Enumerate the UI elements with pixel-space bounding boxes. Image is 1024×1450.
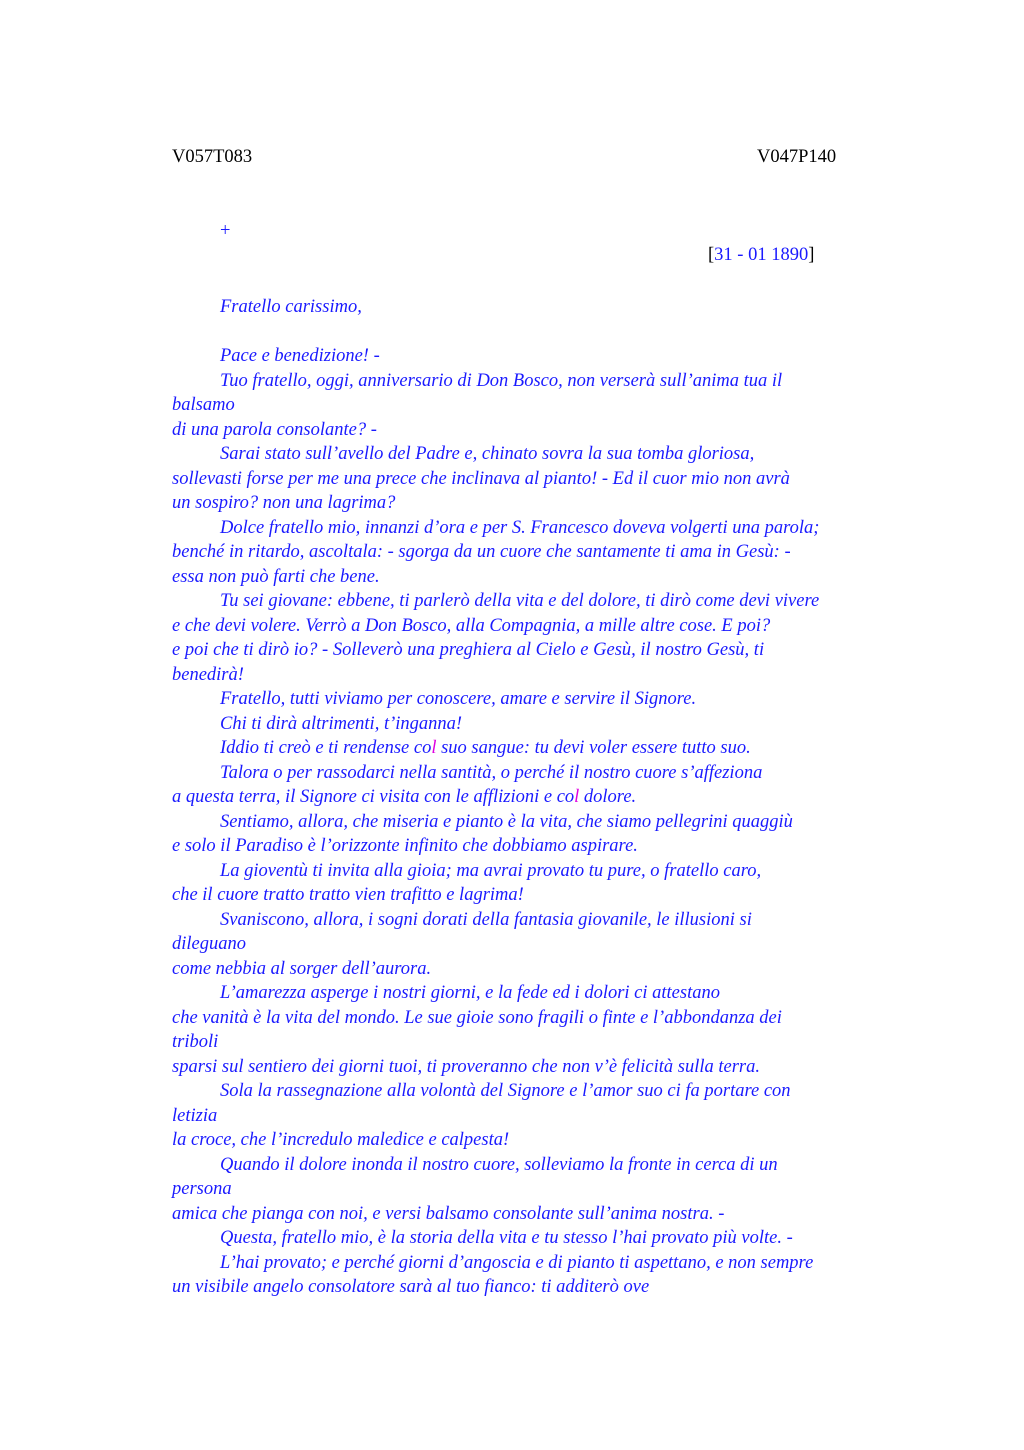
letter-line: un visibile angelo consolatore sarà al tuo fianco: ti additerò ove xyxy=(172,1277,650,1297)
date-open-bracket: [ xyxy=(708,245,715,265)
letter-line: Quando il dolore inonda il nostro cuore, solleviamo la fronte in cerca di un xyxy=(220,1154,778,1175)
letter-line: Talora o per rassodarci nella santità, o perché il nostro cuore s’affeziona xyxy=(220,762,763,783)
letter-line: che il cuore tratto tratto vien trafitto e lagrima! xyxy=(172,885,524,905)
letter-line: e solo il Paradiso è l’orizzonte infinito che dobbiamo aspirare. xyxy=(172,836,638,856)
letter-line: la croce, che l’incredulo maledice e calpesta! xyxy=(172,1130,510,1150)
letter-line: La gioventù ti invita alla gioia; ma avrai provato tu pure, o fratello caro, xyxy=(220,860,762,881)
letter-line: Sarai stato sull’avello del Padre e, chinato sovra la sua tomba gloriosa, xyxy=(220,444,755,464)
letter-line: letizia xyxy=(172,1105,218,1126)
letter-line: di una parola consolante? - xyxy=(172,419,377,440)
correction-mark: l xyxy=(574,787,580,807)
letter-line: Pace e benedizione! - xyxy=(220,346,380,366)
letter-line: Sola la rassegnazione alla volontà del Signore e l’amor suo ci fa portare con xyxy=(220,1081,791,1101)
letter-line: persona xyxy=(172,1179,232,1199)
letter-line: dileguano xyxy=(172,934,246,954)
line-text: suo sangue: tu devi voler essere tutto suo. xyxy=(436,738,751,758)
archive-code-right: V047P140 xyxy=(757,147,837,167)
letter-line: L’hai provato; e perché giorni d’angoscia e di pianto ti aspettano, e non sempre xyxy=(220,1252,814,1273)
letter-line: L’amarezza asperge i nostri giorni, e la fede ed i dolori ci attestano xyxy=(220,983,720,1003)
letter-line: Chi ti dirà altrimenti, t’inganna! xyxy=(220,713,463,734)
line-text: dolore. xyxy=(579,787,637,807)
letter-line: triboli xyxy=(172,1032,219,1052)
paragraph-gap xyxy=(172,320,897,345)
letter-line: Tuo fratello, oggi, anniversario di Don Bosco, non verserà sull’anima tua il xyxy=(220,370,783,391)
letter-line xyxy=(172,736,897,761)
letter-line: balsamo xyxy=(172,395,235,415)
line-text: Iddio ti creò e ti rendense co xyxy=(220,738,432,758)
archive-code-left: V057T083 xyxy=(172,147,253,167)
line-text: a questa terra, il Signore ci visita con le afflizioni e co xyxy=(172,787,575,807)
letter-line xyxy=(172,785,897,810)
letter-line: Tu sei giovane: ebbene, ti parlerò della vita e del dolore, ti dirò come devi vivere xyxy=(220,591,820,611)
letter-line: e poi che ti dirò io? - Solleverò una preghiera al Cielo e Gesù, il nostro Gesù, ti xyxy=(172,640,765,660)
letter-line: Dolce fratello mio, innanzi d’ora e per S. Francesco doveva volgerti una parola; xyxy=(220,517,820,538)
letter-line: sparsi sul sentiero dei giorni tuoi, ti proveranno che non v’è felicità sulla terra. xyxy=(172,1056,760,1077)
letter-body xyxy=(172,295,897,1300)
date-close-bracket: ] xyxy=(808,245,815,265)
letter-line: Fratello, tutti viviamo per conoscere, amare e servire il Signore. xyxy=(220,689,697,709)
letter-line: benché in ritardo, ascoltala: - sgorga da un cuore che santamente ti ama in Gesù: - xyxy=(172,542,791,562)
date-value: 31 - 01 1890 xyxy=(714,245,809,265)
letter-line: Svaniscono, allora, i sogni dorati della fantasia giovanile, le illusioni si xyxy=(220,909,752,930)
salutation: Fratello carissimo, xyxy=(220,297,362,317)
letter-line: amica che pianga con noi, e versi balsamo consolante sull’anima nostra. - xyxy=(172,1203,725,1224)
letter-line: e che devi volere. Verrò a Don Bosco, alla Compagnia, a mille altre cose. E poi? xyxy=(172,615,771,636)
letter-line: essa non può farti che bene. xyxy=(172,566,380,587)
letter-line: sollevasti forse per me una prece che inclinava al pianto! - Ed il cuor mio non avrà xyxy=(172,468,790,489)
letter-line: Questa, fratello mio, è la storia della vita e tu stesso l’hai provato più volte. - xyxy=(220,1228,793,1248)
letter-line: un sospiro? non una lagrima? xyxy=(172,493,396,513)
correction-mark: l xyxy=(431,738,437,758)
letter-date xyxy=(708,245,814,266)
letter-line: Sentiamo, allora, che miseria e pianto è la vita, che siamo pellegrini quaggiù xyxy=(220,811,793,832)
letter-line: come nebbia al sorger dell’aurora. xyxy=(172,958,432,979)
cross-mark: + xyxy=(220,221,231,241)
letter-line: che vanità è la vita del mondo. Le sue gioie sono fragili o finte e l’abbondanza dei xyxy=(172,1007,782,1028)
letter-line: benedirà! xyxy=(172,664,244,685)
